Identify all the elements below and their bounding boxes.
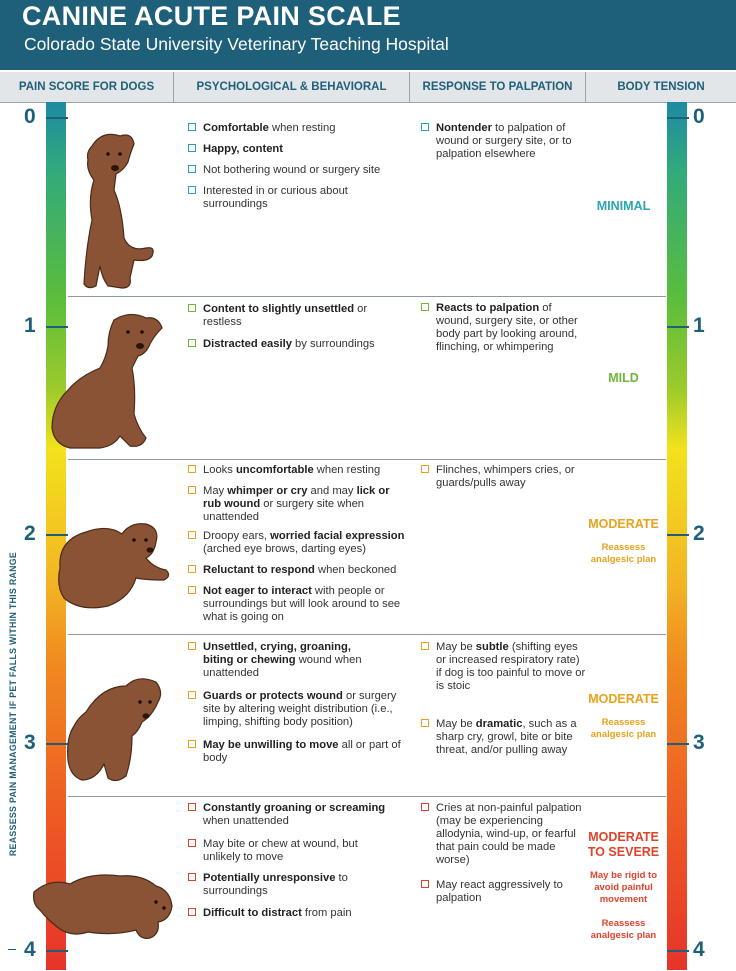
dog-hunched-sitting-illustration: [66, 672, 166, 787]
score-label-left-0: 0: [24, 105, 36, 128]
header-banner: [0, 0, 736, 70]
behavior-item: Not bothering wound or surgery site: [188, 164, 403, 177]
score-label-right-4: 4: [693, 938, 705, 961]
dog-curled-lying-illustration: [50, 518, 175, 613]
behavior-item: Not eager to interact with people or surroundings but will look around to see what is going on: [188, 585, 403, 624]
column-header-bar: [0, 72, 736, 103]
column-header-palpation: RESPONSE TO PALPATION: [410, 72, 586, 102]
tension-reassess-note: Reassess analgesic plan: [590, 717, 657, 740]
score-label-right-3: 3: [693, 731, 705, 754]
behavior-item: Unsettled, crying, groaning, biting or chewing wound when unattended: [188, 641, 383, 680]
tension-label-mild: MILD: [608, 371, 639, 385]
column-header-body-tension: BODY TENSION: [617, 81, 705, 93]
behavior-item: Constantly groaning or screaming when unattended: [188, 802, 403, 828]
score-tick: [667, 326, 689, 328]
score-label-left-2: 2: [24, 522, 36, 545]
page-subtitle: Colorado State University Veterinary Teaching Hospital: [24, 34, 449, 54]
row-divider: [68, 796, 666, 797]
palpation-item: May be subtle (shifting eyes or increased respiratory rate) if dog is too painful to move or is stoic: [421, 641, 586, 693]
tension-rigid-note: May be rigid to avoid painful movement: [589, 870, 658, 905]
behavior-item: Content to slightly unsettled or restless: [188, 303, 383, 329]
score-tick: [46, 117, 68, 119]
tension-label-moderate: MODERATE: [588, 517, 659, 531]
behavior-item: May whimper or cry and may lick or rub wound or surgery site when unattended: [188, 485, 403, 524]
reassess-side-note: REASSESS PAIN MANAGEMENT IF PET FALLS WITHIN THIS RANGE: [8, 459, 18, 949]
score-label-right-0: 0: [693, 105, 705, 128]
score-label-left-1: 1: [24, 314, 36, 337]
palpation-item: Flinches, whimpers cries, or guards/pulls away: [421, 464, 576, 490]
tension-reassess-note: Reassess analgesic plan: [590, 542, 657, 565]
row-divider: [68, 459, 666, 460]
palpation-item: Reacts to palpation of wound, surgery site, or other body part by looking around, flinching, or whimpering: [421, 302, 586, 354]
behavior-item: Difficult to distract from pain: [188, 907, 403, 920]
palpation-item: May react aggressively to palpation: [421, 879, 576, 905]
tension-label-moderate-to-severe: MODERATE TO SEVERE: [587, 830, 660, 859]
pain-gradient-right: [667, 102, 687, 970]
palpation-item: May be dramatic, such as a sharp cry, growl, bite or bite threat, and/or pulling away: [421, 718, 586, 757]
behavior-item: Distracted easily by surroundings: [188, 338, 403, 351]
score-label-right-1: 1: [693, 314, 705, 337]
tension-reassess-note: Reassess analgesic plan: [590, 918, 657, 941]
score-label-left-3: 3: [24, 731, 36, 754]
behavior-item: Reluctant to respond when beckoned: [188, 564, 403, 577]
behavior-item: Droopy ears, worried facial expression (arched eye brows, darting eyes): [188, 530, 410, 556]
row-divider: [68, 296, 666, 297]
score-label-right-2: 2: [693, 522, 705, 545]
dog-lying-flat-illustration: [30, 862, 175, 947]
tension-label-moderate: MODERATE: [588, 692, 659, 706]
behavior-item: Potentially unresponsive to surroundings: [188, 872, 383, 898]
score-tick: [667, 534, 689, 536]
dog-sitting-relaxed-illustration: [72, 128, 162, 293]
behavior-item: Looks uncomfortable when resting: [188, 464, 403, 477]
tension-label-minimal: MINIMAL: [596, 199, 651, 213]
score-tick: [667, 743, 689, 745]
palpation-item: Cries at non-painful palpation (may be experiencing allodynia, wind-up, or fearful that pain could be made worse): [421, 802, 586, 867]
behavior-item: Interested in or curious about surroundings: [188, 185, 373, 211]
behavior-item: May be unwilling to move all or part of body: [188, 739, 403, 765]
palpation-item: Nontender to palpation of wound or surgery site, or to palpation elsewhere: [421, 122, 586, 161]
behavior-item: May bite or chew at wound, but unlikely to move: [188, 838, 383, 864]
score-label-left-4: 4: [24, 938, 36, 961]
behavior-item: Comfortable when resting: [188, 122, 403, 135]
score-tick: [667, 950, 689, 952]
column-header-behavioral: PSYCHOLOGICAL & BEHAVIORAL: [174, 72, 410, 102]
dog-sitting-alert-illustration: [50, 310, 165, 455]
page-title: CANINE ACUTE PAIN SCALE: [22, 1, 401, 31]
behavior-item: Guards or protects wound or surgery site by altering weight distribution (i.e., limping, shifting body position): [188, 690, 410, 729]
behavior-item: Happy, content: [188, 143, 403, 156]
score-tick: [667, 117, 689, 119]
score-tick: [46, 950, 68, 952]
score-tick: [46, 743, 68, 745]
column-header-pain-score: PAIN SCORE FOR DOGS: [0, 72, 174, 102]
row-divider: [68, 634, 666, 635]
